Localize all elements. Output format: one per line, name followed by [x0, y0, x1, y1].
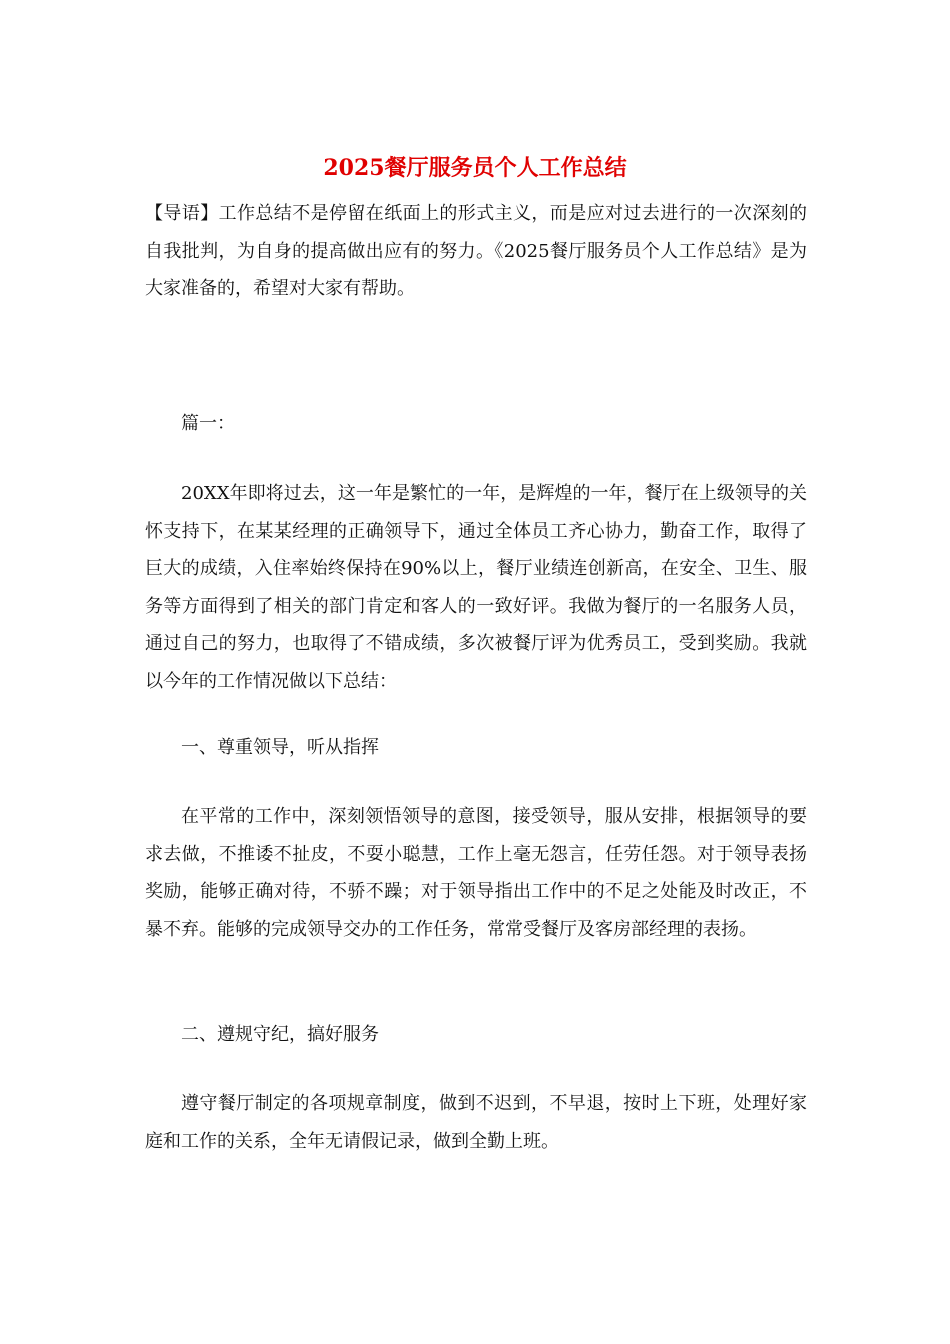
body-paragraph-3: 遵守餐厅制定的各项规章制度，做到不迟到，不早退，按时上下班，处理好家庭和工作的关系，全年无请假记录，做到全勤上班。: [145, 1093, 807, 1152]
body-paragraph-2: 在平常的工作中，深刻领悟领导的意图，接受领导，服从安排，根据领导的要求去做，不推诿不扯皮，不耍小聪慧，工作上毫无怨言，任劳任怨。对于领导表扬奖励，能够正确对待，不骄不躁；对于领导指出工作中的不足之处能及时改正，不暴不弃。能够的完成领导交办的工作任务，常常受餐厅及客房部经理的表扬。: [145, 806, 807, 940]
section-heading-1: 一、尊重领导，听从指挥: [181, 737, 379, 758]
section-heading-2: 二、遵规守纪，搞好服务: [181, 1024, 379, 1045]
part-heading: 篇一：: [181, 413, 235, 434]
body-paragraph-1: 20XX年即将过去，这一年是繁忙的一年，是辉煌的一年，餐厅在上级领导的关怀支持下，在某某经理的正确领导下，通过全体员工齐心协力，勤奋工作，取得了巨大的成绩，入住率始终保持在90%以上，餐厅业绩连创新高，在安全、卫生、服务等方面得到了相关的部门肯定和客人的一致好评。我做为餐厅的一名服务人员，通过自己的努力，也取得了不错成绩，多次被餐厅评为优秀员工，受到奖励。我就以今年的工作情况做以下总结：: [145, 483, 807, 692]
document-title: 2025餐厅服务员个人工作总结: [323, 155, 627, 181]
lead-paragraph: 【导语】工作总结不是停留在纸面上的形式主义，而是应对过去进行的一次深刻的自我批判，为自身的提高做出应有的努力。《2025餐厅服务员个人工作总结》是为大家准备的，希望对大家有帮助。: [145, 203, 807, 299]
